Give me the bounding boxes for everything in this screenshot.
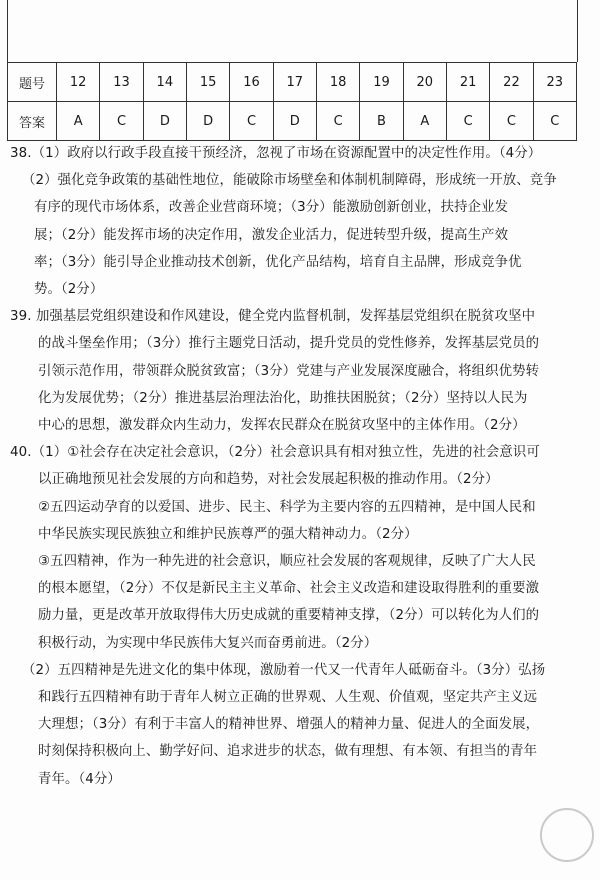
answer-line: 38.（1）政府以行政手段直接干预经济，忽视了市场在资源配置中的决定性作用。（4分） xyxy=(10,146,542,161)
question-number-cell: 12 xyxy=(57,63,100,102)
question-number-cell: 15 xyxy=(186,63,229,102)
answer-cell: C xyxy=(533,102,576,141)
answer-cell: D xyxy=(186,102,229,141)
answer-line: 的根本愿望，（2分）不仅是新民主主义革命、社会主义改造和建设取得胜利的重要激 xyxy=(38,581,540,597)
answer-line: 有序的现代市场体系，改善企业营商环境；（3分）能激励创新创业，扶持企业发 xyxy=(34,200,509,216)
answer-line: 率；（3分）能引导企业推动技术创新，优化产品结构，培育自主品牌，形成竞争优 xyxy=(34,254,522,270)
answer-cell: C xyxy=(230,102,273,141)
answer-line: 大理想；（3分）有利于丰富人的精神世界、增强人的精神力量、促进人的全面发展， xyxy=(38,717,540,733)
answer-line: （2）五四精神是先进文化的集中体现，激励着一代又一代青年人砥砺奋斗。（3分）弘扬 xyxy=(22,662,546,678)
answer-cell: C xyxy=(446,102,489,141)
question-number-cell: 17 xyxy=(273,63,316,102)
answer-table xyxy=(7,62,577,141)
answer-cell: B xyxy=(360,102,403,141)
answer-line: ②五四运动孕育的以爱国、进步、民主、科学为主要内容的五四精神，是中国人民和 xyxy=(38,499,536,515)
answer-line: 中心的思想，激发群众内生动力，发挥农民群众在脱贫攻坚中的主体作用。（2分） xyxy=(38,418,526,434)
answer-line: 和践行五四精神有助于青年人树立正确的世界观、人生观、价值观，坚定共产主义远 xyxy=(38,690,538,706)
question-number-cell: 14 xyxy=(143,63,186,102)
answer-line: 39. 加强基层党组织建设和作风建设，健全党内监督机制，发挥基层党组织在脱贫攻坚中 xyxy=(10,309,536,325)
answer-cell: A xyxy=(57,102,100,141)
answer-cell: C xyxy=(100,102,143,141)
answer-line: 引领示范作用，带领群众脱贫致富；（3分）党建与产业发展深度融合，将组织优势转 xyxy=(38,363,540,379)
answer-line: 的战斗堡垒作用；（3分）推行主题党日活动，提升党员的党性修养，发挥基层党员的 xyxy=(38,336,540,352)
answer-line: 积极行动，为实现中华民族伟大复兴而奋勇前进。（2分） xyxy=(38,635,378,651)
question-number-cell: 16 xyxy=(230,63,273,102)
answer-cell: A xyxy=(403,102,446,141)
answer-line: 励力量，更是改革开放取得伟大历史成就的重要精神支撑，（2分）可以转化为人们的 xyxy=(38,608,540,624)
answer-cell: D xyxy=(273,102,316,141)
answer-cell: C xyxy=(316,102,359,141)
answer-line: ③五四精神，作为一种先进的社会意识，顺应社会发展的客观规律，反映了广大人民 xyxy=(38,554,536,570)
answer-line: 化为发展优势；（2分）推进基层治理法治化，助推扶困脱贫；（2分）坚持以人民为 xyxy=(38,390,528,406)
answer-line: 以正确地预见社会发展的方向和趋势，对社会发展起积极的推动作用。（2分） xyxy=(38,472,499,488)
answer-cell: D xyxy=(143,102,186,141)
answer-line: 青年。（4分） xyxy=(38,771,121,787)
answer-line: （2）强化竞争政策的基础性地位，能破除市场壁垒和体制机制障碍，形成统一开放、竞争 xyxy=(22,173,557,189)
question-number-cell: 22 xyxy=(490,63,533,102)
question-number-cell: 21 xyxy=(446,63,489,102)
answer-cell: C xyxy=(490,102,533,141)
answer-line: 中华民族实现民族独立和维护民族尊严的强大精神动力。（2分） xyxy=(38,526,418,542)
table-border-right xyxy=(577,0,578,62)
site-logo-icon xyxy=(540,808,594,862)
answer-text xyxy=(10,140,590,793)
answer-line: 势。（2分） xyxy=(34,282,104,298)
question-number-cell: 20 xyxy=(403,63,446,102)
answer-header: 答案 xyxy=(8,102,57,141)
answer-row xyxy=(8,102,577,141)
answer-line: 时刻保持积极向上、勤学好问、追求进步的状态，做有理想、有本领、有担当的青年 xyxy=(38,744,538,760)
question-number-cell: 13 xyxy=(100,63,143,102)
question-number-cell: 18 xyxy=(316,63,359,102)
answer-line: 展；（2分）能发挥市场的决定作用，激发企业活力，促进转型升级，提高生产效 xyxy=(34,227,509,243)
question-number-row xyxy=(8,63,577,102)
question-number-header: 题号 xyxy=(8,63,57,102)
table-border-left xyxy=(7,0,8,62)
answer-line: 40.（1）①社会存在决定社会意识，（2分）社会意识具有相对独立性，先进的社会意识可 xyxy=(10,445,540,461)
question-number-cell: 23 xyxy=(533,63,576,102)
question-number-cell: 19 xyxy=(360,63,403,102)
